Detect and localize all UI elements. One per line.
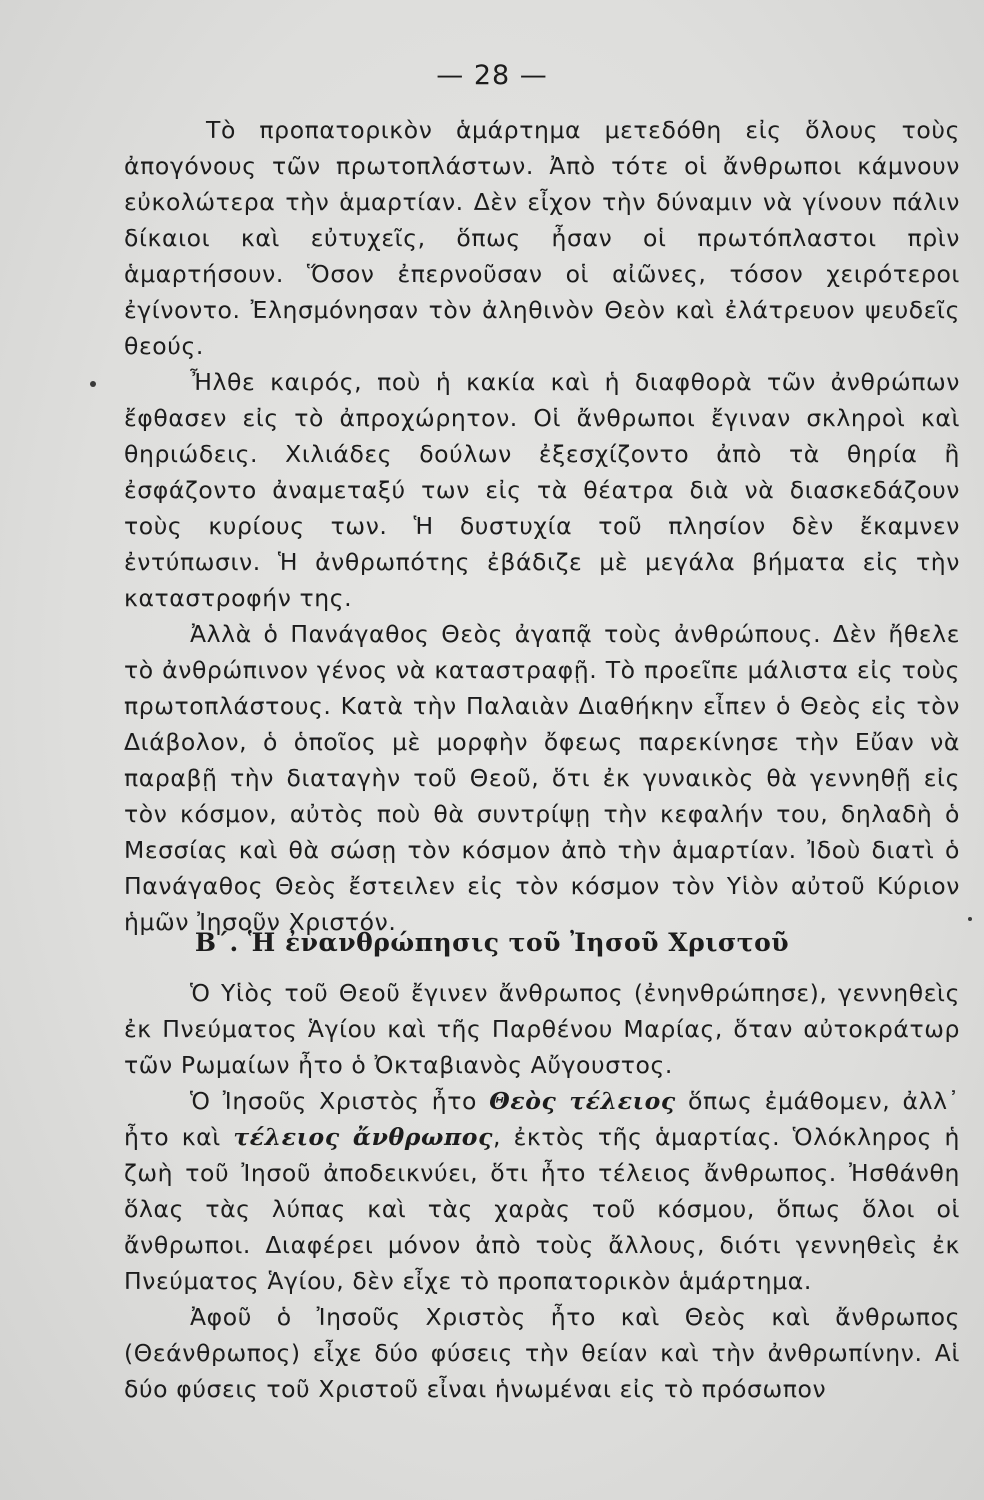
paragraph-two-natures: Ἀφοῦ ὁ Ἰησοῦς Χριστὸς ἦτο καὶ Θεὸς καὶ ἄνθρωπος (Θεάνθρωπος) εἶχε δύο φύσεις τὴν θείαν καὶ τὴν ἀνθρωπίνην. Αἱ δύο φύσεις τοῦ Χριστοῦ εἶναι ἡνωμέναι εἰς τὸ πρόσωπον	[124, 1303, 960, 1403]
paragraph-corruption: Ἦλθε καιρός, ποὺ ἡ κακία καὶ ἡ διαφθορὰ τῶν ἀνθρώπων ἔφθασεν εἰς τὸ ἀπροχώρητον. Οἱ ἄνθρωποι ἔγιναν σκληροὶ καὶ θηριώδεις. Χιλιάδες δούλων ἐξεσχίζοντο ἀπὸ τὰ θηρία ἢ ἐσφάζοντο ἀναμεταξύ των εἰς τὰ θέατρα διὰ νὰ διασκεδάζουν τοὺς κυρίους των. Ἡ δυστυχία τοῦ πλησίον δὲν ἔκαμνεν ἐντύπωσιν. Ἡ ἀνθρωπότης ἐβάδιζε μὲ μεγάλα βήματα εἰς τὴν καταστροφήν της.	[124, 368, 960, 612]
paragraph-perfect-man	[124, 1083, 960, 1299]
incarnation-text	[124, 975, 960, 1407]
scan-speck	[968, 917, 972, 921]
paragraph-original-sin: Τὸ προπατορικὸν ἁμάρτημα μετεδόθη εἰς ὅλους τοὺς ἀπογόνους τῶν πρωτοπλάστων. Ἀπὸ τότε οἱ ἄνθρωποι κάμνουν εὐκολώτερα τὴν ἁμαρτίαν. Δὲν εἶχον τὴν δύναμιν νὰ γίνουν πάλιν δίκαιοι καὶ εὐτυχεῖς, ὅπως ἦσαν οἱ πρωτόπλαστοι πρὶν ἁμαρτήσουν. Ὅσον ἐπερνοῦσαν οἱ αἰῶνες, τόσον χειρότεροι ἐγίνοντο. Ἐλησμόνησαν τὸν ἀληθινὸν Θεὸν καὶ ἐλάτρευον ψευδεῖς θεούς.	[124, 116, 960, 360]
scan-speck	[90, 381, 96, 387]
emphasis-perfect-god: Θεὸς τέλειος	[489, 1087, 676, 1115]
paragraph-son-of-god: Ὁ Υἱὸς τοῦ Θεοῦ ἔγινεν ἄνθρωπος (ἐνηνθρώπησε), γεννηθεὶς ἐκ Πνεύματος Ἁγίου καὶ τῆς Παρθένου Μαρίας, ὅταν αὐτοκράτωρ τῶν Ρωμαίων ἦτο ὁ Ὀκταβιανὸς Αὔγουστος.	[124, 979, 960, 1079]
section-heading: Β΄. Ἡ ἐνανθρώπησις τοῦ Ἰησοῦ Χριστοῦ	[194, 928, 790, 957]
text-run: Ὁ Ἰησοῦς Χριστὸς ἦτο	[190, 1087, 490, 1115]
text-run: ὅπως ἐμάθομεν, ἀλλ᾽ ἦτο καὶ	[124, 1087, 960, 1151]
text-run: , ἐκτὸς τῆς ἁμαρτίας. Ὁλόκληρος ἡ ζωὴ τοῦ Ἰησοῦ ἀποδεικνύει, ὅτι ἦτο τέλειος ἄνθρωπος. Ἠσθάνθη ὅλας τὰς λύπας καὶ τὰς χαρὰς τοῦ κόσμου, ὅπως ὅλοι οἱ ἄνθρωποι. Διαφέρει μόνον ἀπὸ τοὺς ἄλλους, διότι γεννηθεὶς ἐκ Πνεύματος Ἁγίου, δὲν εἶχε τὸ προπατορικὸν ἁμάρτημα.	[124, 1123, 961, 1295]
paragraph-gods-promise: Ἀλλὰ ὁ Πανάγαθος Θεὸς ἀγαπᾷ τοὺς ἀνθρώπους. Δὲν ἤθελε τὸ ἀνθρώπινον γένος νὰ καταστραφῇ. Τὸ προεῖπε μάλιστα εἰς τοὺς πρωτοπλάστους. Κατὰ τὴν Παλαιὰν Διαθήκην εἶπεν ὁ Θεὸς εἰς τὸν Διάβολον, ὁ ὁποῖος μὲ μορφὴν ὄφεως παρεκίνησε τὴν Εὔαν νὰ παραβῇ τὴν διαταγὴν τοῦ Θεοῦ, ὅτι ἐκ γυναικὸς θὰ γεννηθῇ εἰς τὸν κόσμον, αὐτὸς ποὺ θὰ συντρίψῃ τὴν κεφαλήν του, δηλαδὴ ὁ Μεσσίας καὶ θὰ σώσῃ τὸν κόσμον ἀπὸ τὴν ἁμαρτίαν. Ἰδοὺ διατὶ ὁ Πανάγαθος Θεὸς ἔστειλεν εἰς τὸν κόσμον τὸν Υἱὸν αὐτοῦ Κύριον ἡμῶν Ἰησοῦν Χριστόν.	[124, 620, 960, 936]
intro-text	[124, 112, 960, 940]
page-number: — 28 —	[436, 60, 548, 91]
emphasis-perfect-man: τέλειος ἄνθρωπος	[233, 1123, 493, 1151]
